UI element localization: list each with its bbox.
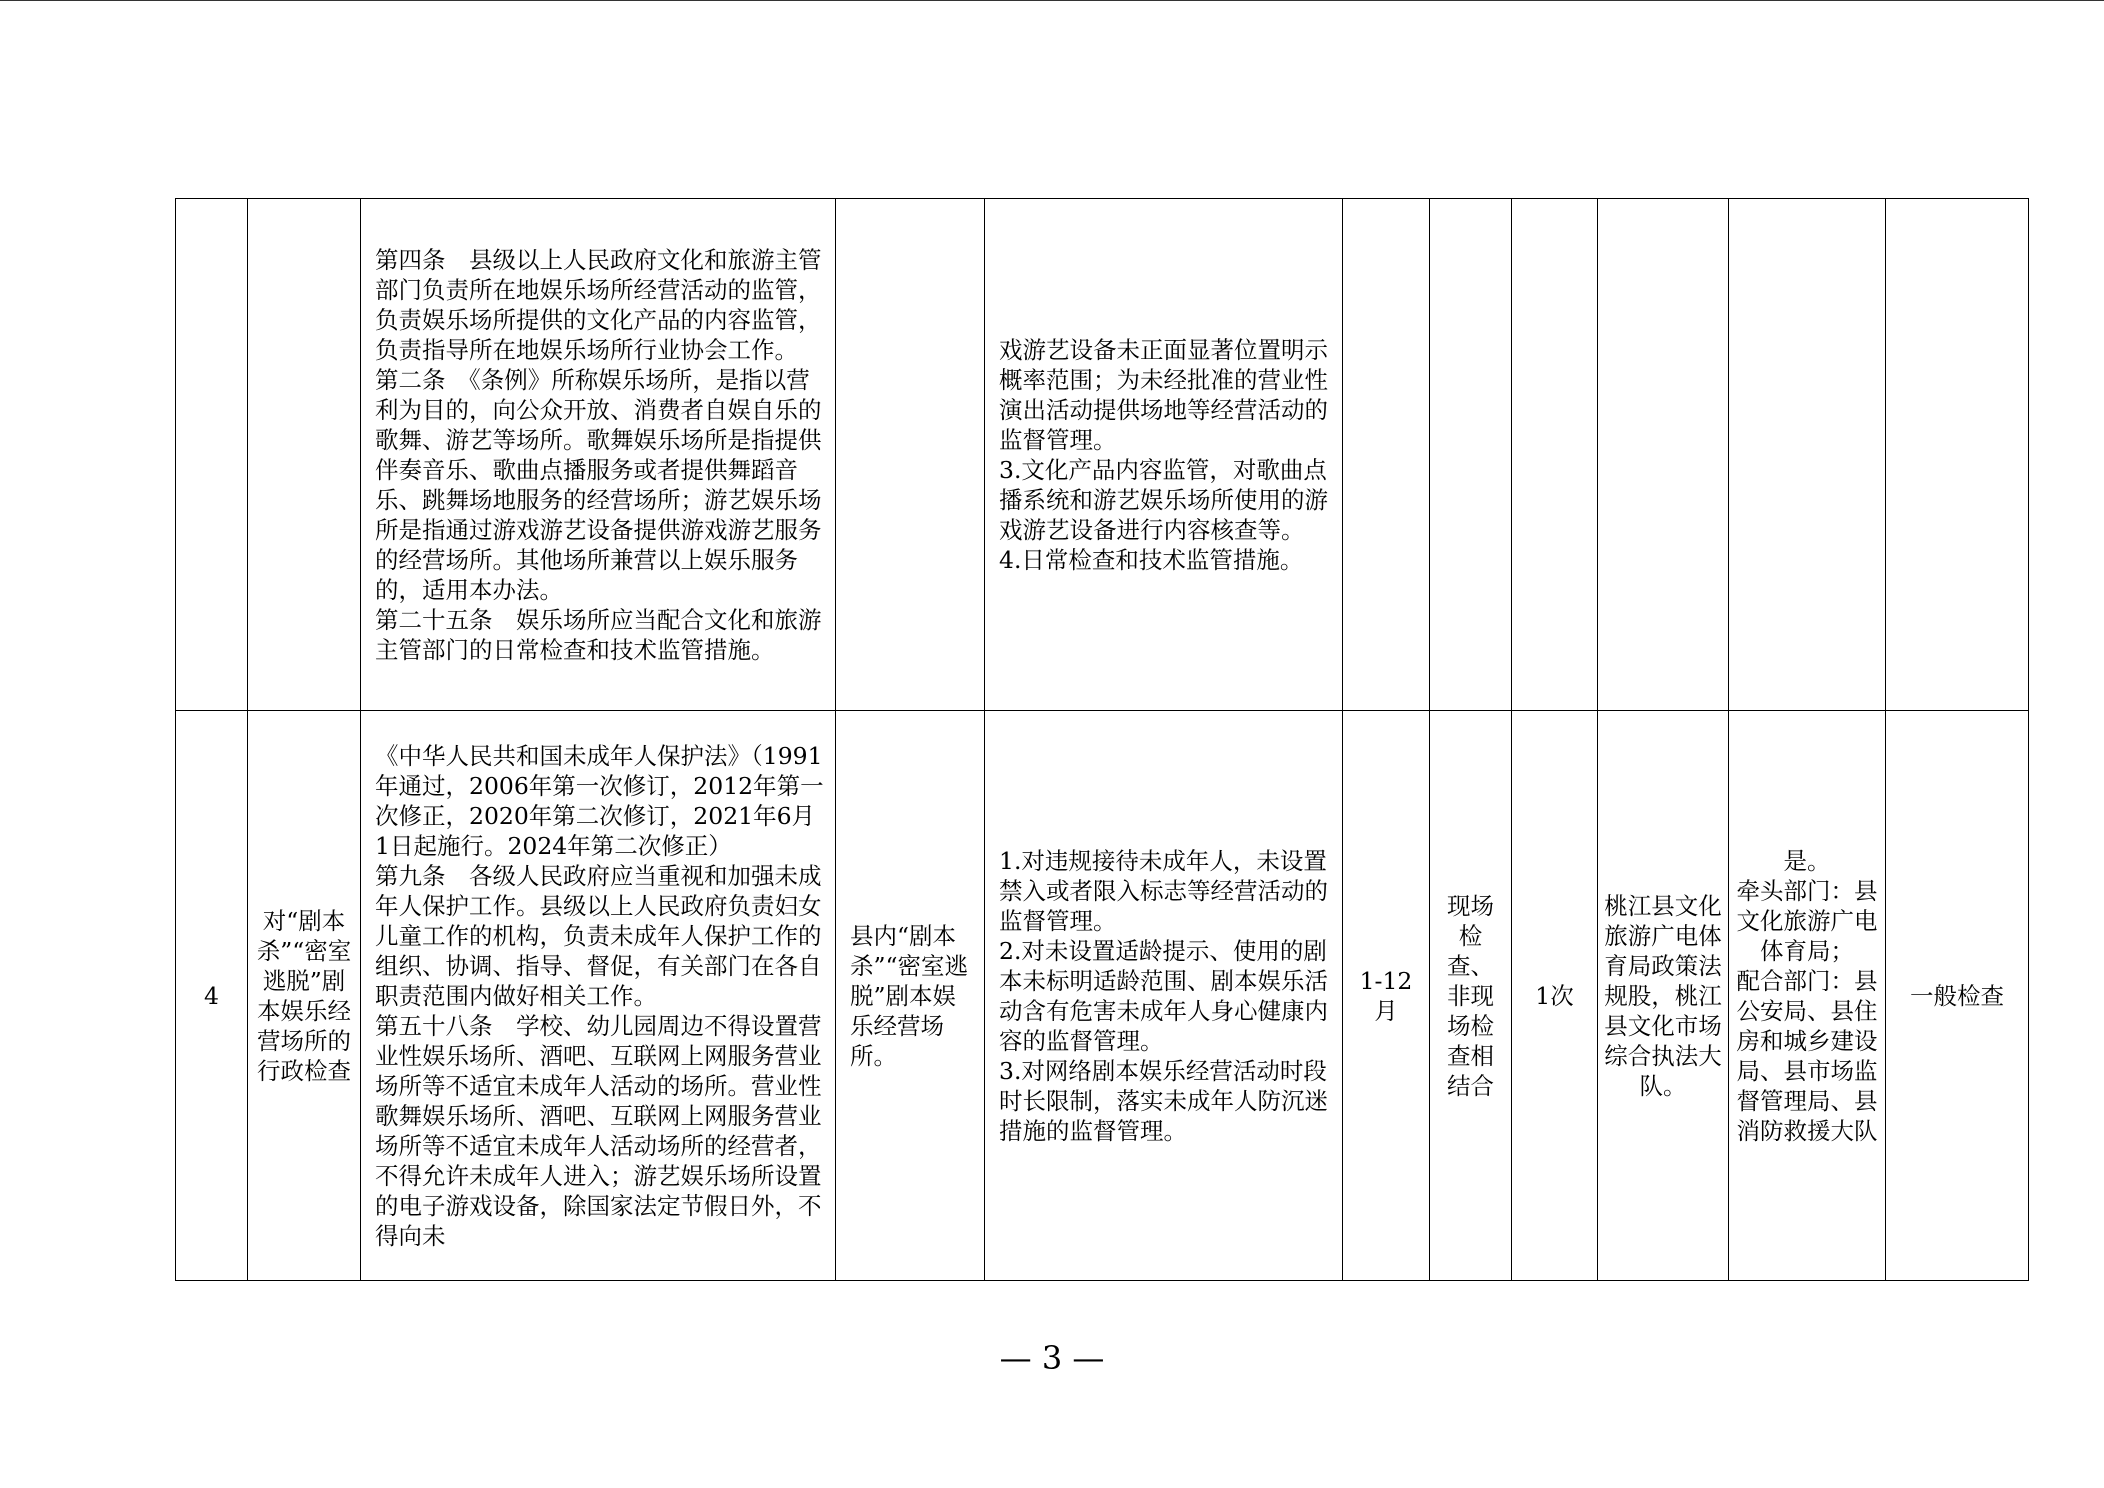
content-paragraph: 1.对违规接待未成年人，未设置禁入或者限入标志等经营活动的监督管理。 bbox=[999, 846, 1328, 935]
check-type-cell-empty bbox=[1886, 199, 2029, 711]
item-name-cell-empty bbox=[248, 199, 361, 711]
check-type: 一般检查 bbox=[1886, 711, 2029, 1281]
content-paragraph: 4.日常检查和技术监管措施。 bbox=[999, 545, 1304, 574]
content-paragraph: 戏游艺设备未正面显著位置明示概率范围；为未经批准的营业性演出活动提供场地等经营活动的监督管理。 bbox=[999, 335, 1328, 454]
item-name: 对“剧本杀”“密室逃脱”剧本娱乐经营场所的行政检查 bbox=[248, 711, 361, 1281]
inspection-object: 县内“剧本杀”“密室逃脱”剧本娱乐经营场所。 bbox=[836, 711, 985, 1281]
law-paragraph: 第九条 各级人民政府应当重视和加强未成年人保护工作。县级以上人民政府负责妇女儿童工作的机构，负责未成年人保护工作的组织、协调、指导、督促，有关部门在各自职责范围内做好相关工作。 bbox=[375, 861, 822, 1010]
period-cell-empty bbox=[1343, 199, 1430, 711]
law-paragraph: 第四条 县级以上人民政府文化和旅游主管部门负责所在地娱乐场所经营活动的监管，负责娱乐场所提供的文化产品的内容监管，负责指导所在地娱乐场所行业协会工作。 bbox=[375, 245, 822, 364]
row-number: 4 bbox=[176, 711, 248, 1281]
law-paragraph: 《中华人民共和国未成年人保护法》（1991年通过，2006年第一次修订，2012年第一次修正，2020年第二次修订，2021年6月1日起施行。2024年第二次修正） bbox=[375, 741, 824, 860]
departments-cell bbox=[1729, 711, 1886, 1281]
page-number: — 3 — bbox=[999, 1339, 1105, 1377]
object-cell-empty bbox=[836, 199, 985, 711]
law-paragraph: 第二条 《条例》所称娱乐场所，是指以营利为目的，向公众开放、消费者自娱自乐的歌舞、游艺等场所。歌舞娱乐场所是指提供伴奏音乐、歌曲点播服务或者提供舞蹈音乐、跳舞场地服务的经营场所；游艺娱乐场所是指通过游戏游艺设备提供游戏游艺服务的经营场所。其他场所兼营以上娱乐服务的，适用本办法。 bbox=[375, 365, 822, 604]
law-basis-cell bbox=[361, 711, 836, 1281]
content-paragraph: 3.对网络剧本娱乐经营活动时段时长限制，落实未成年人防沉迷措施的监督管理。 bbox=[999, 1056, 1328, 1145]
content-cell bbox=[985, 711, 1343, 1281]
page-top-border bbox=[0, 0, 2104, 1]
departments-line: 配合部门：县公安局、县住房和城乡建设局、县市场监督管理局、县消防救援大队 bbox=[1736, 966, 1878, 1145]
law-basis-cell bbox=[361, 199, 836, 711]
departments-line: 是。 bbox=[1783, 846, 1831, 875]
inspection-method: 现场检查、非现场检查相结合 bbox=[1430, 711, 1512, 1281]
table-row-4 bbox=[176, 711, 2029, 1281]
law-paragraph: 第五十八条 学校、幼儿园周边不得设置营业性娱乐场所、酒吧、互联网上网服务营业场所等不适宜未成年人活动的场所。营业性歌舞娱乐场所、酒吧、互联网上网服务营业场所等不适宜未成年人活动场所的经营者，不得允许未成年人进入；游艺娱乐场所设置的电子游戏设备，除国家法定节假日外，不得向未 bbox=[375, 1011, 822, 1250]
method-cell-empty bbox=[1430, 199, 1512, 711]
implementing-agency: 桃江县文化旅游广电体育局政策法规股，桃江县文化市场综合执法大队。 bbox=[1598, 711, 1729, 1281]
content-paragraph: 3.文化产品内容监管，对歌曲点播系统和游艺娱乐场所使用的游戏游艺设备进行内容核查等。 bbox=[999, 455, 1328, 544]
departments-line: 牵头部门：县文化旅游广电体育局； bbox=[1736, 876, 1878, 965]
frequency-cell-empty bbox=[1512, 199, 1598, 711]
content-cell bbox=[985, 199, 1343, 711]
inspection-table bbox=[175, 198, 2029, 1281]
table-row-continued bbox=[176, 199, 2029, 711]
inspection-period: 1-12月 bbox=[1343, 711, 1430, 1281]
departments-cell-empty bbox=[1729, 199, 1886, 711]
content-paragraph: 2.对未设置适龄提示、使用的剧本未标明适龄范围、剧本娱乐活动含有危害未成年人身心健康内容的监督管理。 bbox=[999, 936, 1328, 1055]
number-cell-empty bbox=[176, 199, 248, 711]
law-paragraph: 第二十五条 娱乐场所应当配合文化和旅游主管部门的日常检查和技术监管措施。 bbox=[375, 605, 822, 664]
agency-cell-empty bbox=[1598, 199, 1729, 711]
inspection-frequency: 1次 bbox=[1512, 711, 1598, 1281]
